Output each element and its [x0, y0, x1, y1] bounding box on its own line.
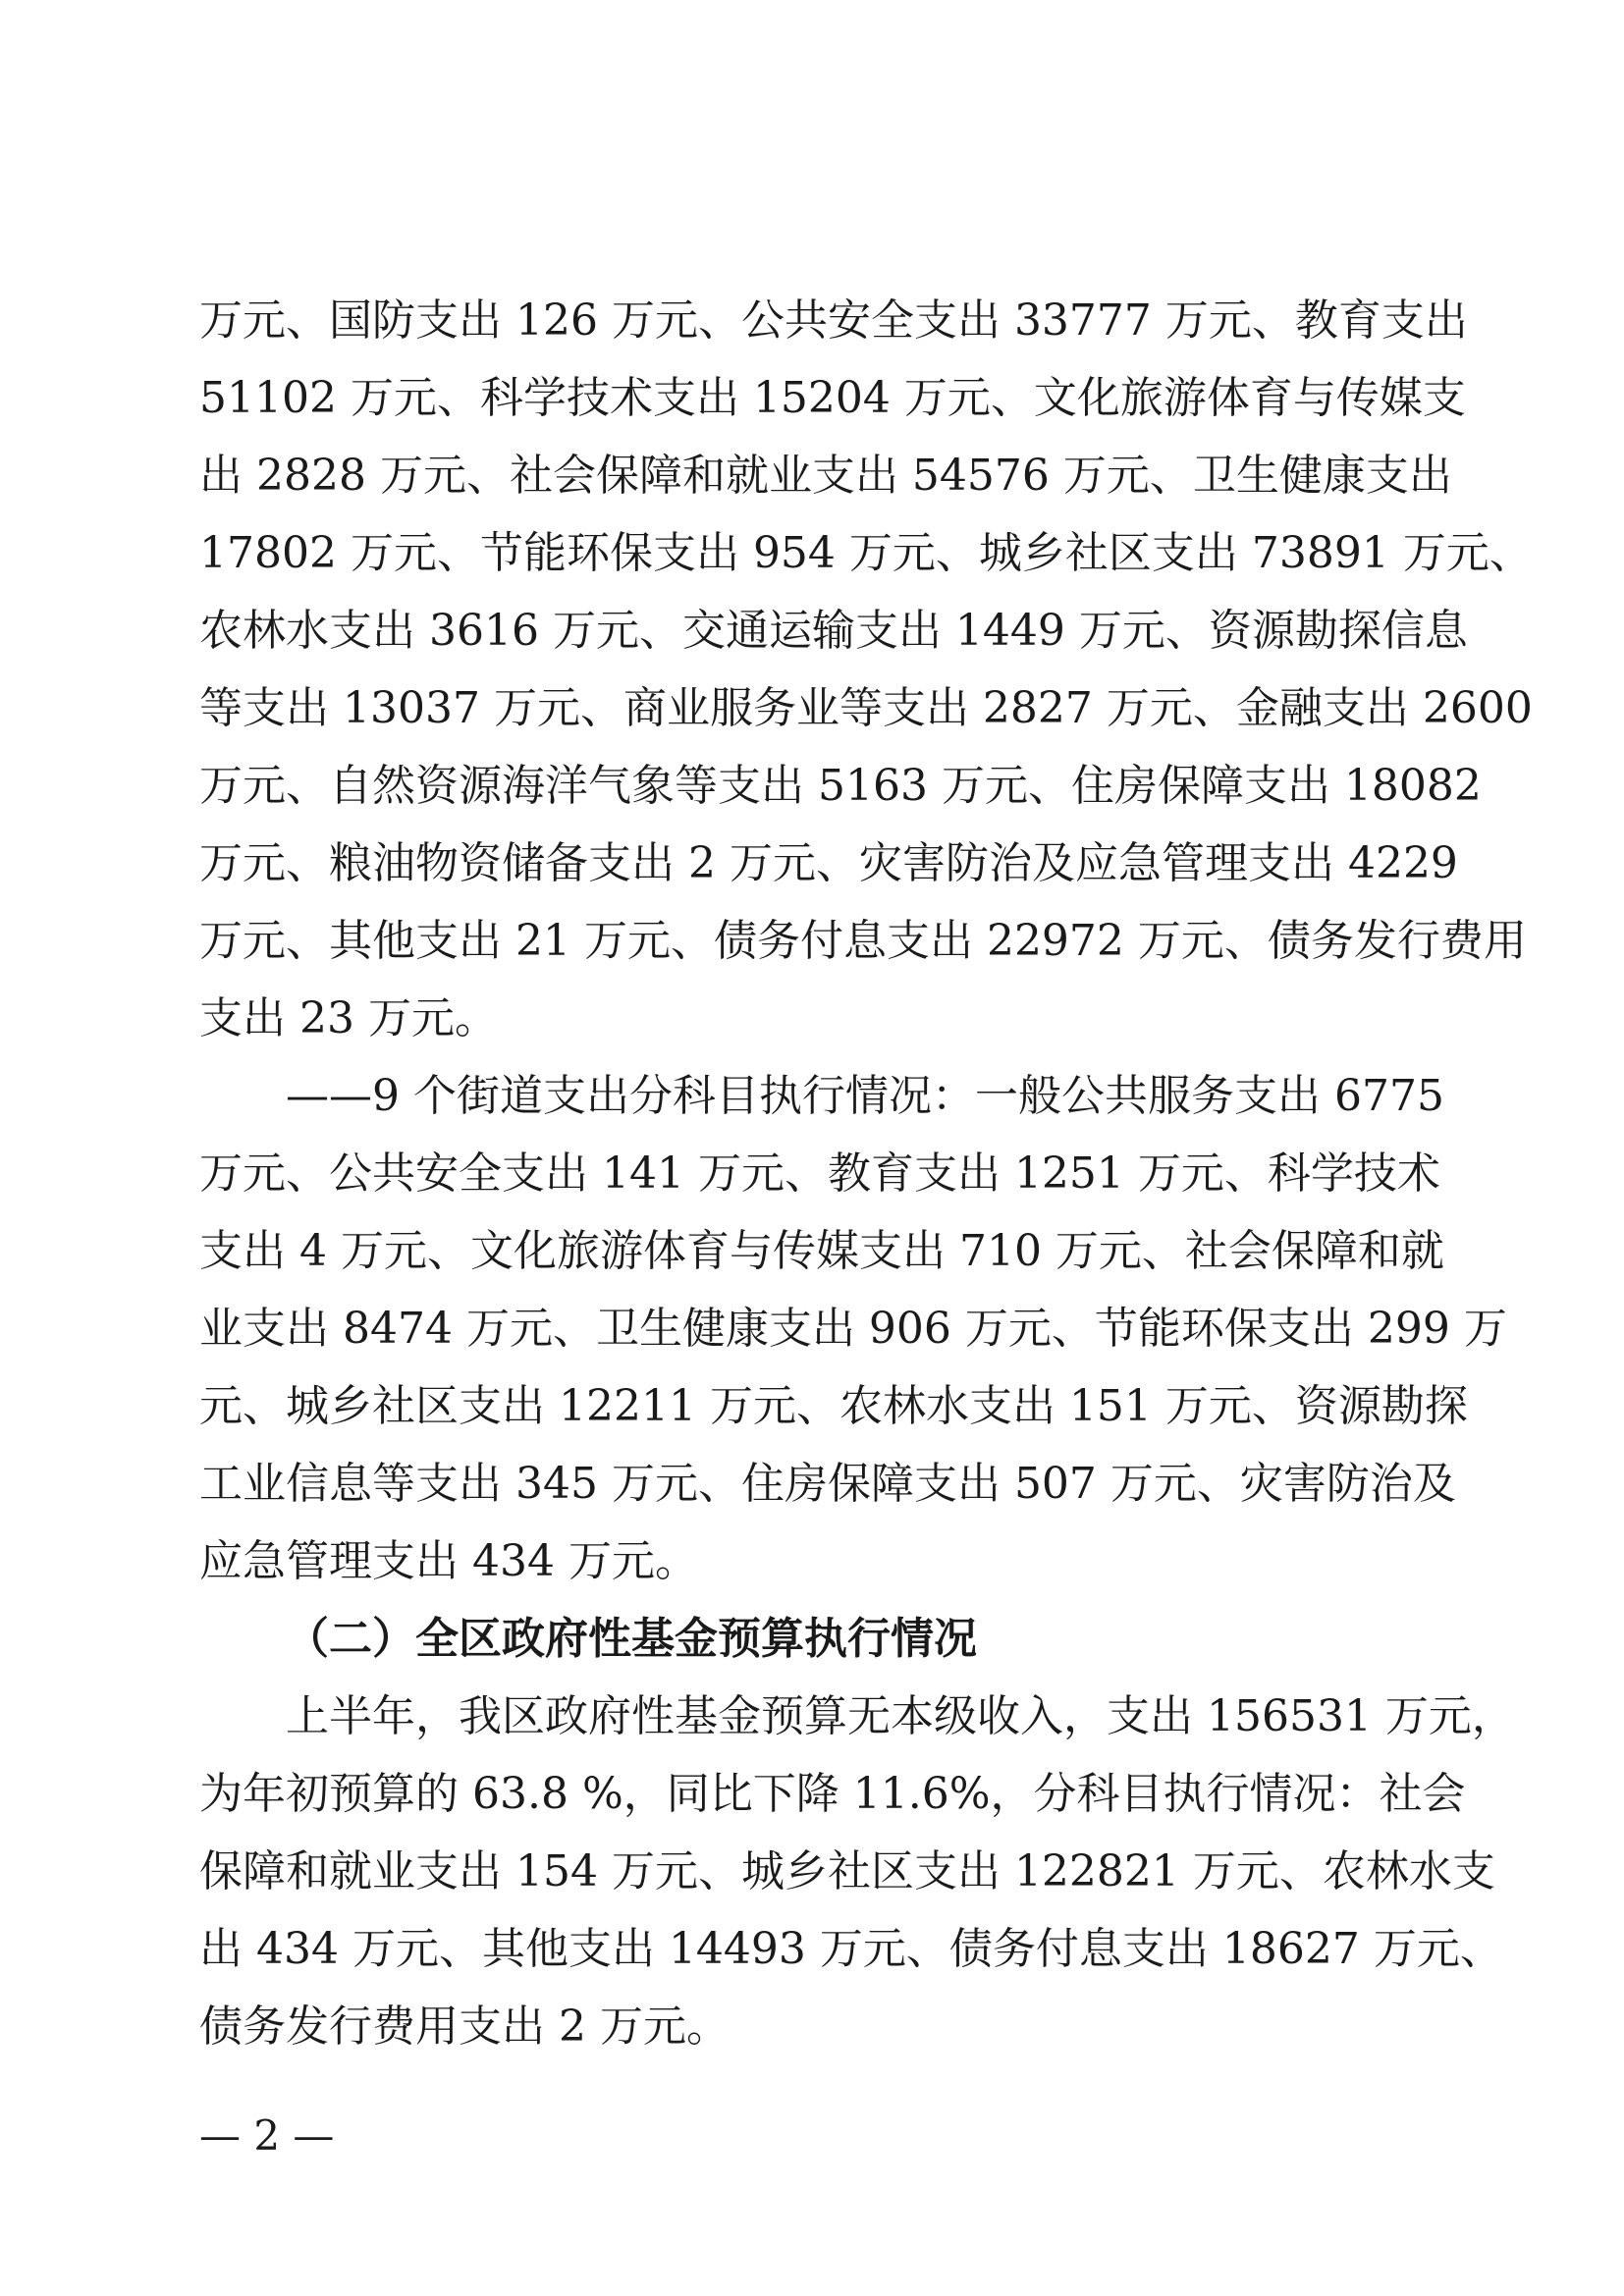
paragraph-1-line-9: 万元、其他支出 21 万元、债务付息支出 22972 万元、债务发行费用: [199, 916, 1527, 966]
paragraph-3-line-4: 出 434 万元、其他支出 14493 万元、债务付息支出 18627 万元、: [199, 1924, 1503, 1974]
paragraph-1-line-8: 万元、粮油物资储备支出 2 万元、灾害防治及应急管理支出 4229: [199, 838, 1458, 888]
paragraph-3-line-5: 债务发行费用支出 2 万元。: [199, 2002, 730, 2052]
page-number: — 2 —: [199, 2111, 335, 2160]
paragraph-2-line-4: 业支出 8474 万元、卫生健康支出 906 万元、节能环保支出 299 万: [199, 1304, 1507, 1354]
paragraph-3-line-2: 为年初预算的 63.8 %，同比下降 11.6%，分科目执行情况：社会: [199, 1769, 1466, 1819]
paragraph-1-line-1: 万元、国防支出 126 万元、公共安全支出 33777 万元、教育支出: [199, 295, 1468, 346]
paragraph-1-line-6: 等支出 13037 万元、商业服务业等支出 2827 万元、金融支出 2600: [199, 683, 1533, 733]
paragraph-2-line-6: 工业信息等支出 345 万元、住房保障支出 507 万元、灾害防治及: [199, 1459, 1456, 1509]
paragraph-2-line-7: 应急管理支出 434 万元。: [199, 1536, 698, 1586]
paragraph-3-line-3: 保障和就业支出 154 万元、城乡社区支出 122821 万元、农林水支: [199, 1846, 1495, 1896]
paragraph-3-line-1: 上半年，我区政府性基金预算无本级收入，支出 156531 万元，: [286, 1691, 1515, 1741]
paragraph-1-line-3: 出 2828 万元、社会保障和就业支出 54576 万元、卫生健康支出: [199, 451, 1452, 501]
paragraph-2-line-5: 元、城乡社区支出 12211 万元、农林水支出 151 万元、资源勘探: [199, 1381, 1468, 1431]
paragraph-1-line-10: 支出 23 万元。: [199, 993, 498, 1043]
paragraph-1-line-4: 17802 万元、节能环保支出 954 万元、城乡社区支出 73891 万元、: [199, 528, 1533, 578]
paragraph-1-line-2: 51102 万元、科学技术支出 15204 万元、文化旅游体育与传媒支: [199, 373, 1466, 423]
paragraph-1-line-5: 农林水支出 3616 万元、交通运输支出 1449 万元、资源勘探信息: [199, 606, 1468, 656]
paragraph-2-line-3: 支出 4 万元、文化旅游体育与传媒支出 710 万元、社会保障和就: [199, 1226, 1444, 1276]
section-heading: （二）全区政府性基金预算执行情况: [286, 1614, 977, 1664]
paragraph-1-line-7: 万元、自然资源海洋气象等支出 5163 万元、住房保障支出 18082: [199, 761, 1482, 811]
paragraph-2-line-1: ——9 个街道支出分科目执行情况：一般公共服务支出 6775: [286, 1071, 1444, 1121]
paragraph-2-line-2: 万元、公共安全支出 141 万元、教育支出 1251 万元、科学技术: [199, 1148, 1440, 1199]
